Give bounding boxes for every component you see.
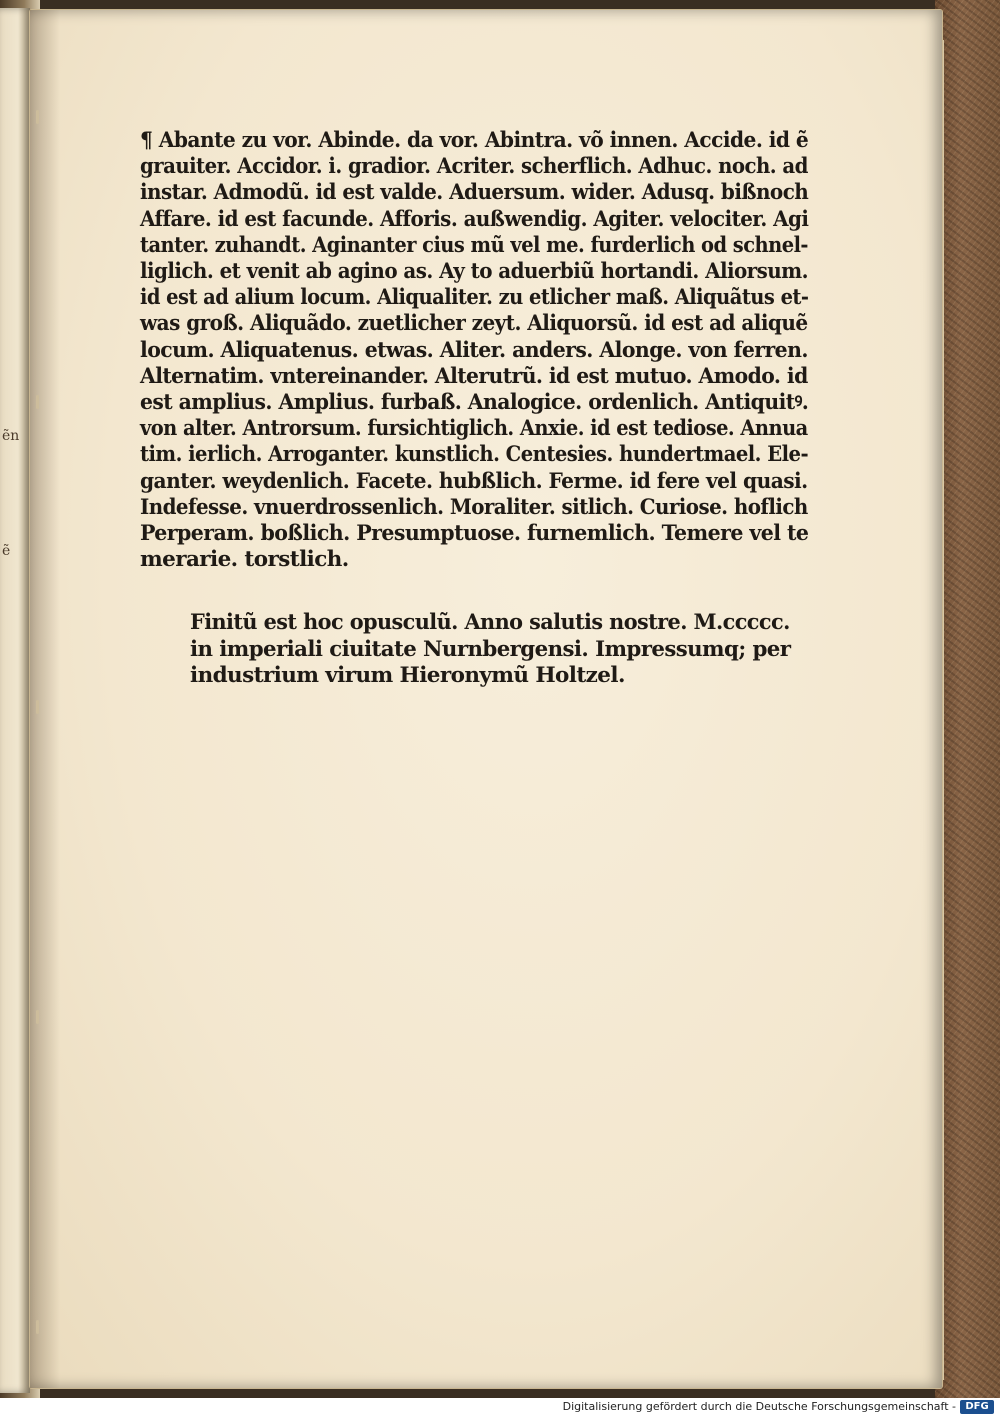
text-line: merarie. torstlich. [140, 547, 349, 573]
text-line: tim. ierlich. Arroganter. kunstlich. Centesies. hundertmael. Ele- [140, 442, 809, 468]
margin-mark: ẽ [2, 543, 11, 559]
text-line: ganter. weydenlich. Facete. hubßlich. Ferme. id fere vel quasi. [140, 468, 808, 494]
text-line: was groß. Aliquãdo. zuetlicher zeyt. Aliquorsũ. id est ad aliquẽ [140, 311, 808, 337]
colophon [190, 610, 790, 690]
text-line: Indefesse. vnuerdrossenlich. Moraliter. sitlich. Curiose. hoflich [140, 494, 808, 520]
funding-notice: Digitalisierung gefördert durch die Deutsche Forschungsgemeinschaft - [562, 1400, 956, 1413]
text-line: liglich. et venit ab agino as. Ay to aduerbiũ hortandi. Aliorsum. [140, 259, 809, 285]
text-line: id est ad alium locum. Aliqualiter. zu etlicher maß. Aliquãtus et- [140, 285, 809, 311]
dfg-logo-icon[interactable]: DFG [960, 1400, 994, 1414]
margin-mark: ẽn [2, 428, 20, 444]
footer-bar [0, 1398, 1000, 1417]
text-line: ¶ Abante zu vor. Abinde. da vor. Abintra. võ innen. Accide. id ẽ [140, 128, 809, 153]
main-text-block [140, 128, 808, 573]
colophon-line: Finitũ est hoc opusculũ. Anno salutis nostre. M.ccccc. [190, 610, 790, 635]
text-line: von alter. Antrorsum. fursichtiglich. Anxie. id est tediose. Annua [140, 416, 808, 442]
previous-page-edge [0, 8, 30, 1393]
text-line: locum. Aliquatenus. etwas. Aliter. anders. Alonge. von ferren. [140, 337, 808, 363]
text-line: instar. Admodũ. id est valde. Aduersum. wider. Adusq. bißnoch [140, 180, 809, 206]
binding-stitch [36, 395, 39, 409]
text-line: Perperam. boßlich. Presumptuose. furnemlich. Temere vel te [140, 521, 809, 547]
text-line: tanter. zuhandt. Aginanter cius mũ vel me. furderlich od schnel- [140, 232, 808, 258]
text-line: grauiter. Accidor. i. gradior. Acriter. scherflich. Adhuc. noch. ad [140, 154, 808, 180]
text-line: est amplius. Amplius. furbaß. Analogice. ordenlich. Antiquitꝰ. [140, 390, 809, 416]
text-line: Affare. id est facunde. Afforis. außwendig. Agiter. velociter. Agi [140, 206, 809, 232]
binding-stitch [36, 1320, 39, 1334]
colophon-line: industrium virum Hieronymũ Holtzel. [190, 663, 625, 688]
binding-stitch [36, 700, 39, 714]
book-cover-right [935, 0, 1000, 1398]
text-line: Alternatim. vntereinander. Alterutrũ. id est mutuo. Amodo. id [140, 363, 808, 389]
colophon-line: in imperiali ciuitate Nurnbergensi. Impressumq; per [190, 636, 791, 662]
binding-stitch [36, 110, 39, 124]
binding-stitch [36, 1010, 39, 1024]
gutter-shadow [30, 10, 60, 1388]
